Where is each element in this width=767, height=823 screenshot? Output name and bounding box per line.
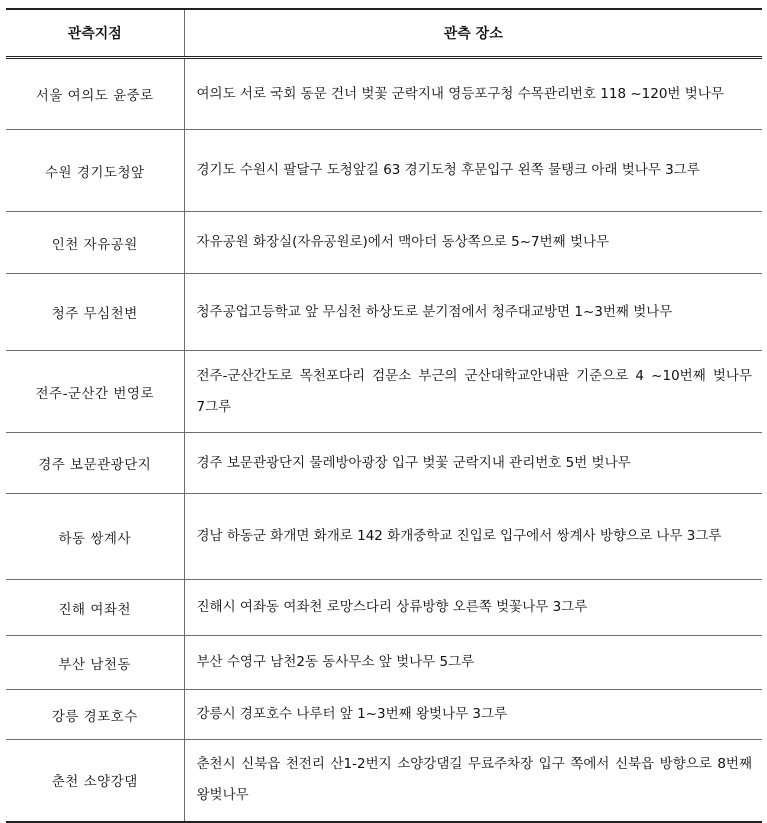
location-cell: 강릉 경포호수	[6, 690, 184, 740]
table-row	[6, 130, 762, 212]
location-cell: 서울 여의도 윤중로	[6, 58, 184, 130]
location-cell: 춘천 소양강댐	[6, 740, 184, 822]
location-cell: 진해 여좌천	[6, 580, 184, 636]
place-cell: 경주 보문관광단지 물레방아광장 입구 벚꽃 군락지내 관리번호 5번 벚나무	[184, 433, 762, 494]
place-cell: 강릉시 경포호수 나루터 앞 1~3번째 왕벚나무 3그루	[184, 690, 762, 740]
location-cell: 청주 무심천변	[6, 274, 184, 351]
place-cell: 전주-군산간도로 목천포다리 검문소 부근의 군산대학교안내판 기준으로 4 ~10번째 벚나무 7그루	[184, 351, 762, 433]
observation-sites-table	[6, 8, 762, 823]
header-location: 관측지점	[6, 9, 184, 58]
table-header-row	[6, 9, 762, 58]
table-row	[6, 351, 762, 433]
table-row	[6, 580, 762, 636]
place-cell: 경기도 수원시 팔달구 도청앞길 63 경기도청 후문입구 왼쪽 물탱크 아래 벚나무 3그루	[184, 130, 762, 212]
location-cell: 수원 경기도청앞	[6, 130, 184, 212]
table-row	[6, 212, 762, 274]
table-row	[6, 636, 762, 690]
table-row	[6, 494, 762, 580]
place-cell: 춘천시 신북읍 천전리 산1-2번지 소양강댐길 무료주차장 입구 쪽에서 신북읍 방향으로 8번째 왕벚나무	[184, 740, 762, 822]
location-cell: 부산 남천동	[6, 636, 184, 690]
place-cell: 청주공업고등학교 앞 무심천 하상도로 분기점에서 청주대교방면 1~3번째 벚나무	[184, 274, 762, 351]
place-cell: 부산 수영구 남천2동 동사무소 앞 벚나무 5그루	[184, 636, 762, 690]
place-cell: 자유공원 화장실(자유공원로)에서 맥아더 동상쪽으로 5~7번째 벚나무	[184, 212, 762, 274]
location-cell: 경주 보문관광단지	[6, 433, 184, 494]
location-cell: 하동 쌍계사	[6, 494, 184, 580]
table-row	[6, 274, 762, 351]
place-cell: 진해시 여좌동 여좌천 로망스다리 상류방향 오른쪽 벚꽃나무 3그루	[184, 580, 762, 636]
table-row	[6, 740, 762, 822]
table-row	[6, 690, 762, 740]
table-row	[6, 58, 762, 130]
place-cell: 경남 하동군 화개면 화개로 142 화개중학교 진입로 입구에서 쌍계사 방향으로 나무 3그루	[184, 494, 762, 580]
place-cell: 여의도 서로 국회 동문 건너 벚꽃 군락지내 영등포구청 수목관리번호 118 ~120번 벚나무	[184, 58, 762, 130]
header-place: 관측 장소	[184, 9, 762, 58]
location-cell: 전주-군산간 번영로	[6, 351, 184, 433]
location-cell: 인천 자유공원	[6, 212, 184, 274]
table-row	[6, 433, 762, 494]
